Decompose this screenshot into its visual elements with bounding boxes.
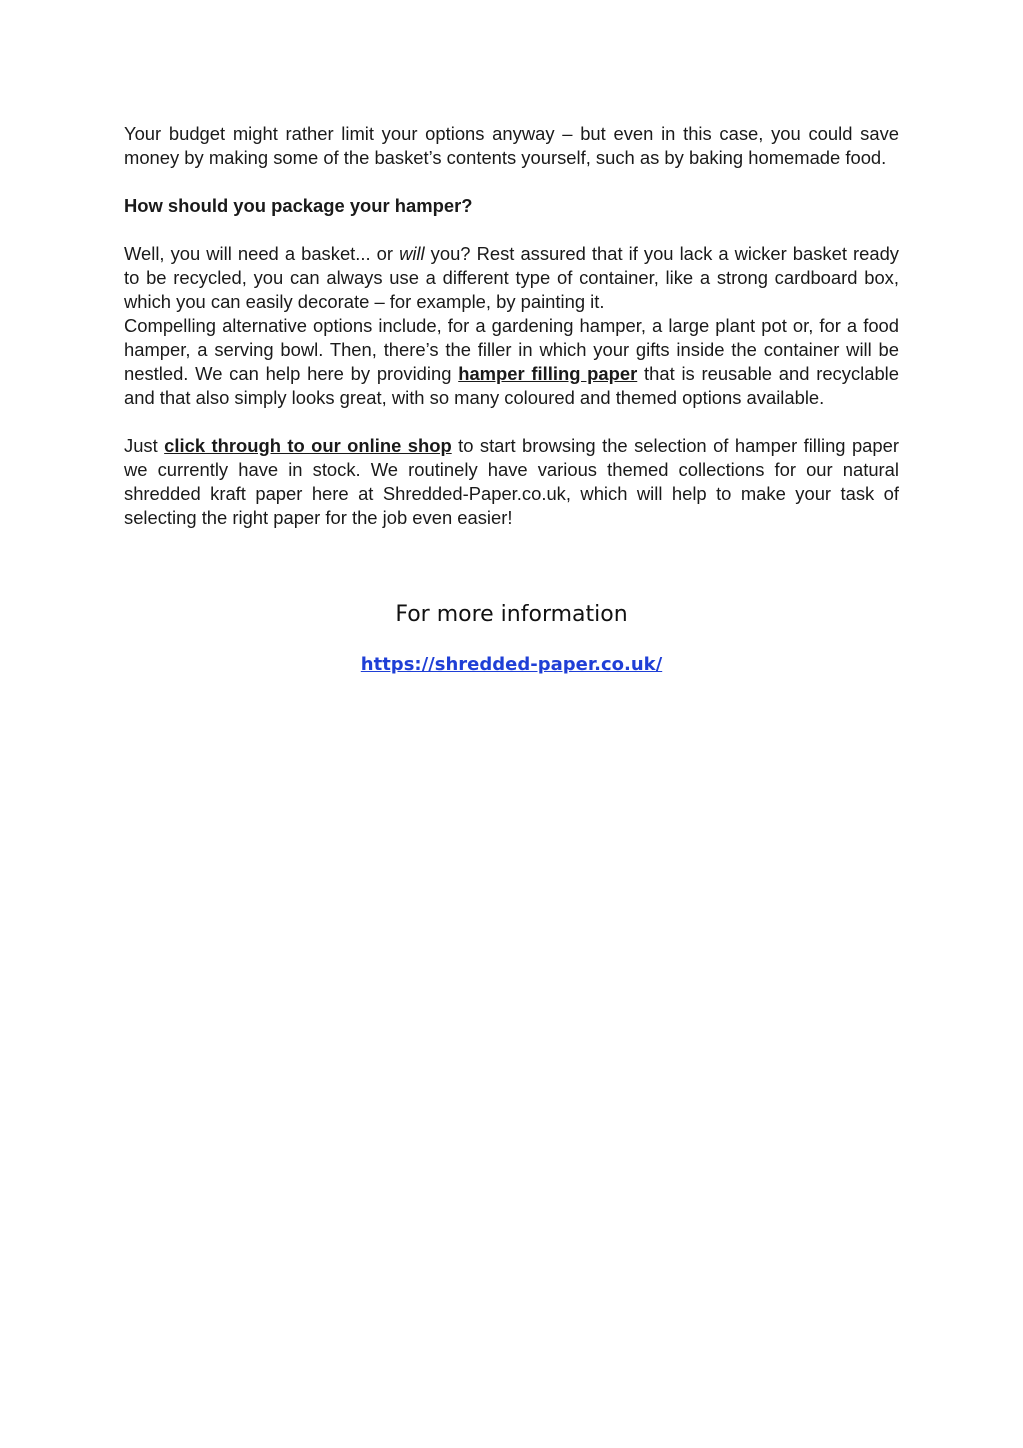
- paragraph-basket-text-b: you? Rest assured that if you lack a wicker basket ready to be recycled, you can always use a different type of container, like a strong cardboard box, which you can easily decorate – for example, by painting it.: [124, 243, 899, 312]
- paragraph-basket: [124, 242, 899, 314]
- spacer: [124, 410, 899, 434]
- hamper-filling-paper-link[interactable]: hamper filling paper: [458, 363, 638, 384]
- paragraph-budget: Your budget might rather limit your options anyway – but even in this case, you could save money by making some of the basket’s contents yourself, such as by baking homemade food.: [124, 123, 899, 168]
- more-information-url-container: [0, 652, 1023, 678]
- paragraph-basket-text-a: Well, you will need a basket... or: [124, 243, 400, 264]
- paragraph-shop-text-a: Just: [124, 435, 165, 456]
- section-heading: How should you package your hamper?: [124, 195, 473, 216]
- paragraph-shop-text-b: to start browsing the selection of hamper filling paper we currently have in stock. We routinely have various themed collections for our natural shredded kraft paper here at Shredded-Paper.co.uk, which will help to make your task of selecting the right paper for the job even easier!: [124, 435, 899, 528]
- document-body: [124, 122, 899, 530]
- spacer: [124, 218, 899, 242]
- paragraph-basket-emphasis: will: [399, 243, 425, 264]
- website-url-link[interactable]: https://shredded-paper.co.uk/: [360, 654, 663, 675]
- online-shop-link[interactable]: click through to our online shop: [164, 435, 452, 456]
- paragraph-alternatives: [124, 314, 899, 410]
- paragraph-alternatives-text-c: Compelling alternative options include, for a gardening hamper, a large plant pot or, for a food hamper, a serving bowl. Then, there’s the filler in which your gifts inside the container will be nestled. We can help here by providing: [124, 315, 899, 384]
- more-information-title: For more information: [395, 602, 628, 627]
- spacer: [124, 170, 899, 194]
- paragraph-shop: [124, 434, 899, 530]
- paragraph-alternatives-text-d: that is reusable and recyclable and that also simply looks great, with so many coloured and themed options available.: [124, 363, 900, 408]
